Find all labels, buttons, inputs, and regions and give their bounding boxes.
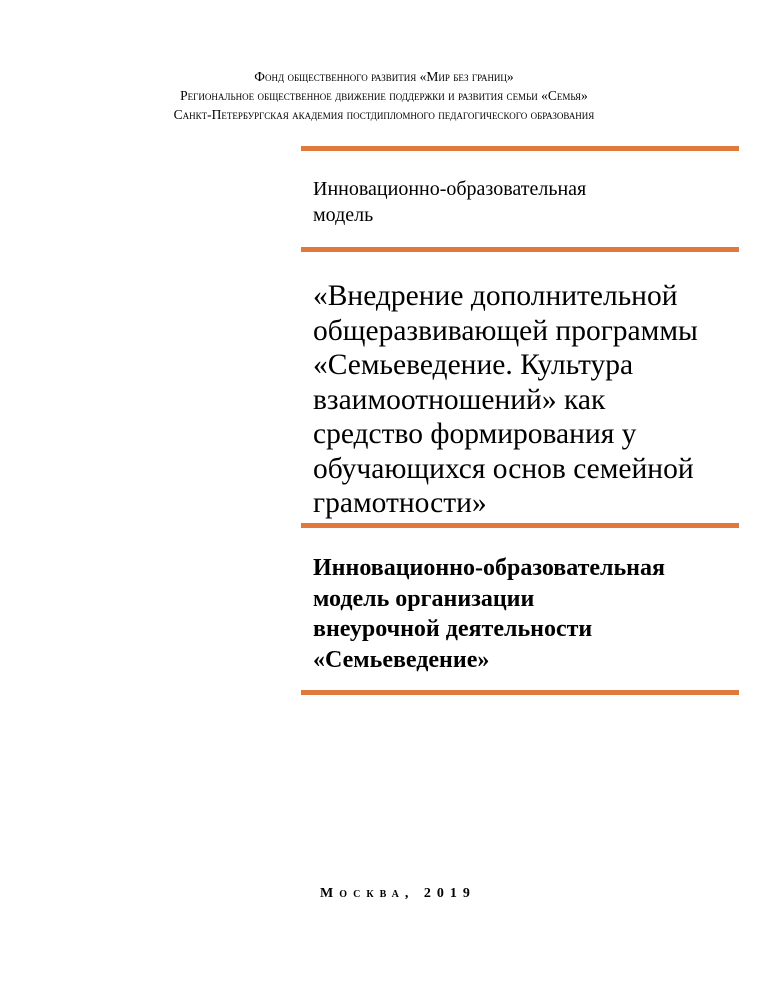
model-type-heading [313, 176, 738, 228]
model-title-line: взаимоотношений» как [313, 383, 606, 416]
model-title-line: грамотности» [313, 487, 487, 519]
model-title-line: средство формирования у [313, 418, 637, 450]
divider-rule-2 [301, 247, 739, 252]
divider-rule-4 [301, 690, 739, 695]
model-subtitle [313, 553, 738, 675]
model-type-line: модель [313, 204, 374, 226]
divider-rule-1 [301, 146, 739, 151]
subtitle-line: модель организации [313, 585, 535, 612]
subtitle-line: внеурочной деятельности [313, 616, 593, 642]
model-type-line: Инновационно-образовательная [313, 178, 587, 200]
header-organizations [0, 67, 768, 124]
subtitle-line: Инновационно-образовательная [313, 555, 665, 581]
model-title [313, 279, 738, 521]
organization-line-movement: Региональное общественное движение поддержки и развития семьи «Семья» [180, 88, 588, 103]
organization-line-academy: Санкт-Петербургская академия постдипломного педагогического образования [173, 107, 595, 122]
divider-rule-3 [301, 523, 739, 528]
footer-place-year: Москва, 2019 [320, 886, 476, 901]
model-title-line: общеразвивающей программы [313, 314, 698, 347]
model-title-line: обучающихся основ семейной [313, 452, 694, 485]
model-title-line: «Внедрение дополнительной [313, 280, 678, 312]
model-title-line: «Семьеведение. Культура [313, 349, 634, 381]
subtitle-line: «Семьеведение» [313, 646, 490, 673]
organization-line-foundation: Фонд общественного развития «Мир без границ» [254, 69, 514, 84]
